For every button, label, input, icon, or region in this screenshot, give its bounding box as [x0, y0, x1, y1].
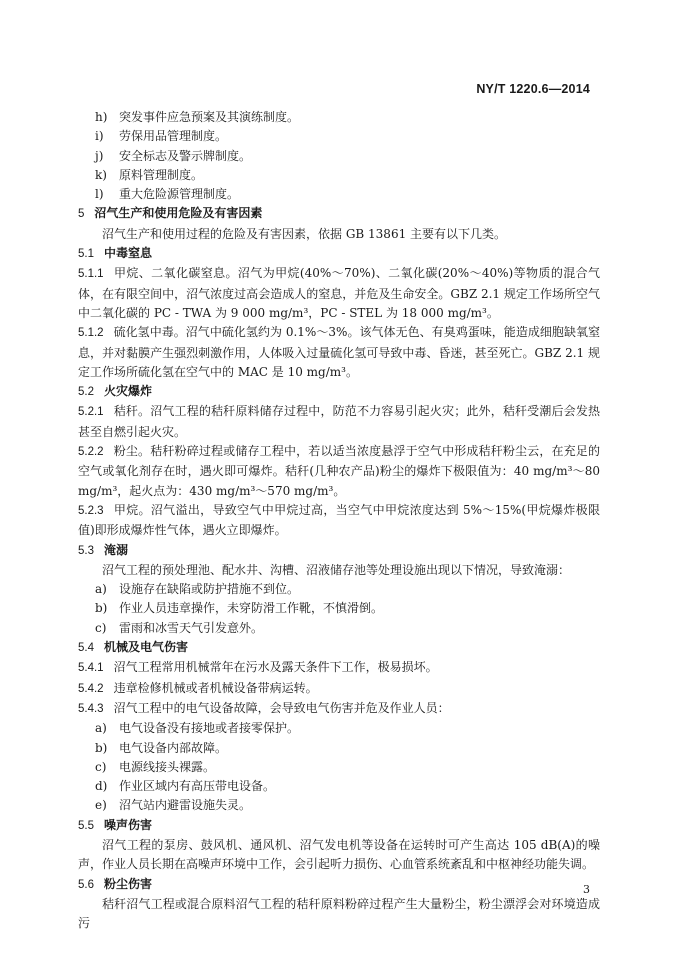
list-item: h) 突发事件应急预案及其演练制度。	[95, 110, 300, 124]
clause-5-4-3: 5.4.3 沼气工程中的电气设备故障，会导致电气伤害并危及作业人员：	[78, 700, 450, 715]
clause-5-1-2: 5.1.2 硫化氢中毒。沼气中硫化氢约为 0.1%～3%。该气体无色、有臭鸡蛋味，能造成细胞缺氧窒息，并对黏膜产生强烈刺激作用，人体吸入过量硫化氢可导致中毒、昏迷，甚至死亡。GBZ 2.1 规定工作场所硫化氢在空气中的 MAC 是 10 mg/m³。	[78, 325, 600, 379]
clause-5-2-3: 5.2.3 甲烷。沼气溢出，导致空气中甲烷过高，当空气中甲烷浓度达到 5%～15%(甲烷爆炸极限值)即形成爆炸性气体，遇火立即爆炸。	[78, 502, 600, 538]
clause-5-2-2: 5.2.2 粉尘。秸秆粉碎过程或储存工程中，若以适当浓度悬浮于空气中形成秸秆粉尘云，在充足的空气或氧化剂存在时，遇火即可爆炸。秸秆(几种农产品)粉尘的爆炸下极限值为：40 mg/m³～80 mg/m³，起火点为：430 mg/m³～570 mg/m³。	[78, 444, 600, 498]
section-heading-5-3: 5.3 淹溺	[78, 542, 129, 557]
page-number: 3	[583, 883, 590, 896]
section-heading-5-6: 5.6 粉尘伤害	[78, 876, 153, 891]
list-item: i) 劳保用品管理制度。	[95, 129, 228, 144]
standard-code: NY/T 1220.6—2014	[476, 82, 590, 96]
clause-5-1-1: 5.1.1 甲烷、二氧化碳窒息。沼气为甲烷(40%～70%)、二氧化碳(20%～40%)等物质的混合气体，在有限空间中，沼气浓度过高会造成人的窒息，并危及生命安全。GBZ 2.1 规定工作场所空气中二氧化碳的 PC - TWA 为 9 000 mg/m³，PC - STEL 为 18 000 mg/m³。	[78, 266, 600, 320]
list-item: a) 电气设备没有接地或者接零保护。	[95, 721, 300, 736]
clause-5-2-1: 5.2.1 秸秆。沼气工程的秸秆原料储存过程中，防范不力容易引起火灾；此外，秸秆受潮后会发热甚至自燃引起火灾。	[78, 404, 600, 439]
section-heading-5-5: 5.5 噪声伤害	[78, 817, 153, 832]
document-body	[78, 108, 600, 933]
list-item: b) 作业人员违章操作，未穿防滑工作靴，不慎滑倒。	[95, 601, 384, 616]
list-item: b) 电气设备内部故障。	[95, 740, 228, 755]
section-5-3-intro: 沼气工程的预处理池、配水井、沟槽、沼液储存池等处理设施出现以下情况，导致淹溺：	[102, 562, 571, 577]
section-heading-5-1: 5.1 中毒窒息	[78, 246, 153, 261]
section-5-intro: 沼气生产和使用过程的危险及有害因素，依据 GB 13861 主要有以下几类。	[102, 226, 507, 241]
section-5-5-text: 沼气工程的泵房、鼓风机、通风机、沼气发电机等设备在运转时可产生高达 105 dB(A)的噪声，作业人员长期在高噪声环境中工作，会引起听力损伤、心血管系统紊乱和中枢神经功能失调。	[78, 837, 600, 872]
list-item: e) 沼气站内避雷设施失灵。	[95, 798, 252, 813]
list-item: l) 重大危险源管理制度。	[95, 187, 240, 202]
section-heading-5: 5 沼气生产和使用危险及有害因素	[78, 206, 263, 221]
section-heading-5-4: 5.4 机械及电气伤害	[78, 640, 189, 655]
clause-5-4-2: 5.4.2 违章检修机械或者机械设备带病运转。	[78, 680, 318, 695]
clause-5-4-1: 5.4.1 沼气工程常用机械常年在污水及露天条件下工作，极易损坏。	[78, 660, 438, 675]
section-5-6-text: 秸秆沼气工程或混合原料沼气工程的秸秆原料粉碎过程产生大量粉尘，粉尘漂浮会对环境造成污	[78, 896, 600, 931]
list-item: j) 安全标志及警示牌制度。	[95, 148, 252, 163]
list-item: d) 作业区域内有高压带电设备。	[95, 779, 276, 794]
list-item: c) 电源线接头裸露。	[95, 759, 216, 774]
list-item: k) 原料管理制度。	[95, 167, 204, 182]
list-item: c) 雷雨和冰雪天气引发意外。	[95, 620, 264, 635]
list-top	[78, 108, 600, 204]
list-item: a) 设施存在缺陷或防护措施不到位。	[95, 582, 300, 597]
section-heading-5-2: 5.2 火灾爆炸	[78, 384, 153, 399]
